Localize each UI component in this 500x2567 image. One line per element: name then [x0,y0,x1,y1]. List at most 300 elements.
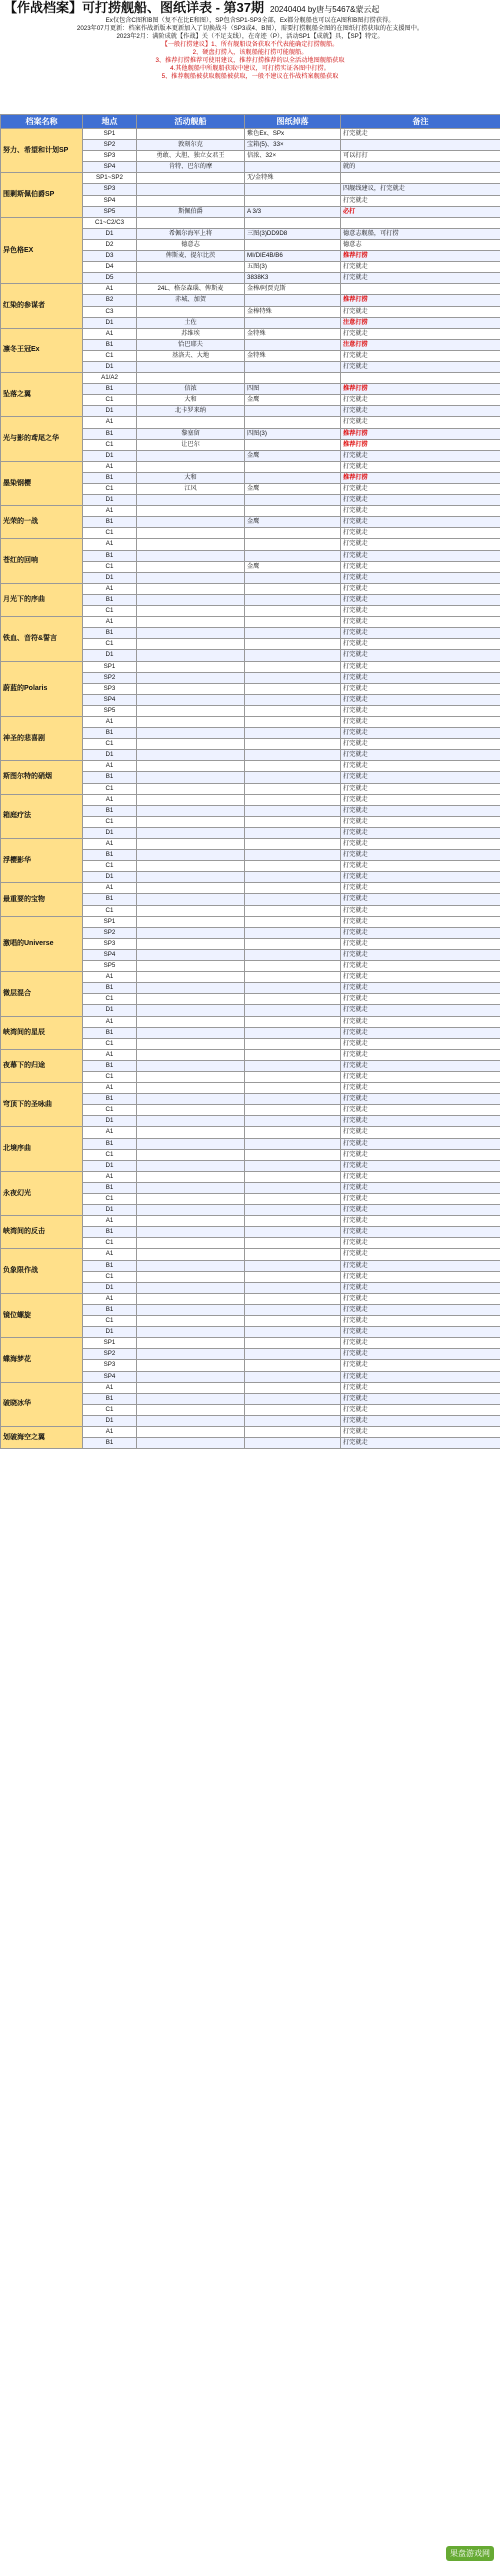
ship-cell [137,572,245,583]
remark-cell: 打完就走 [341,1182,500,1193]
location-cell: C1 [83,484,137,495]
blueprint-cell [245,827,341,838]
remark-cell: 打完就走 [341,694,500,705]
ship-cell [137,1293,245,1304]
archive-name: 光荣的一战 [1,506,83,539]
location-cell: C1~C2/C3 [83,217,137,228]
location-cell: B1 [83,894,137,905]
location-cell: B2 [83,295,137,306]
remark-cell: 打完就走 [341,1249,500,1260]
archive-name: 坠落之翼 [1,373,83,417]
ship-cell [137,705,245,716]
remark-cell: 打完就走 [341,1016,500,1027]
remark-cell: 打完就走 [341,1238,500,1249]
remark-cell: 推荐打捞 [341,251,500,262]
table-row [1,284,500,295]
blueprint-cell: 金棒/阿贾克斯 [245,284,341,295]
location-cell: A1 [83,1083,137,1094]
ship-cell [137,1260,245,1271]
location-cell: B1 [83,384,137,395]
table-row [1,794,500,805]
location-cell: A1 [83,794,137,805]
ship-cell [137,1083,245,1094]
archive-name: 激唱的Universe [1,916,83,971]
ship-cell [137,373,245,384]
remark-cell: 打完就走 [341,916,500,927]
blueprint-cell [245,461,341,472]
remark-cell [341,373,500,384]
location-cell: B1 [83,1304,137,1315]
blueprint-cell [245,1438,341,1449]
ship-cell [137,639,245,650]
watermark: 果盘游戏网 [446,2546,494,2561]
remark-cell: 打完就走 [341,750,500,761]
ship-cell: 恰巴耶夫 [137,339,245,350]
location-cell: B1 [83,628,137,639]
table-row [1,1049,500,1060]
ship-cell [137,794,245,805]
location-cell: A1 [83,972,137,983]
archive-name: 破晓冰华 [1,1382,83,1426]
ship-cell [137,173,245,184]
ship-cell [137,1149,245,1160]
location-cell: D1 [83,750,137,761]
remark-cell: 打完就走 [341,506,500,517]
archive-name: 浮樱影华 [1,839,83,883]
blueprint-cell [245,761,341,772]
location-cell: B1 [83,728,137,739]
remark-cell: 打完就走 [341,905,500,916]
ship-cell: 让巴尔 [137,439,245,450]
remark-cell: 打完就走 [341,728,500,739]
ship-cell [137,972,245,983]
location-cell: C1 [83,783,137,794]
ship-cell: 土佐 [137,317,245,328]
remark-cell: 打完就走 [341,1216,500,1227]
remark-cell: 打完就走 [341,1338,500,1349]
blueprint-cell [245,816,341,827]
blueprint-cell [245,850,341,861]
location-cell: C1 [83,1238,137,1249]
blueprint-cell [245,739,341,750]
blueprint-cell [245,1027,341,1038]
blueprint-cell [245,162,341,173]
ship-cell [137,750,245,761]
blueprint-cell: 紫色Ex、SPx [245,129,341,140]
location-cell: D2 [83,239,137,250]
remark-cell: 打完就走 [341,273,500,284]
ship-cell [137,816,245,827]
archive-name: 努力、希望和计划SP [1,129,83,173]
blueprint-cell [245,1426,341,1437]
note-line: Ex仅包含C图和B图（复不在比E和图），SP包含SP1-SP3全部，Ex都分舰船也可以在A图和B图打捞获得。 [105,17,395,24]
location-cell: B1 [83,550,137,561]
blueprint-cell [245,1238,341,1249]
blueprint-cell: 宝箱(5)、33× [245,140,341,151]
note-line: 【一般打捞建议】1、所有舰船设备获取不代表能确定打捞舰船。 [161,41,339,48]
remark-cell: 打完就走 [341,1426,500,1437]
remark-cell: 打完就走 [341,1293,500,1304]
location-cell: C1 [83,1038,137,1049]
location-cell: D3 [83,251,137,262]
remark-cell: 打完就走 [341,816,500,827]
location-cell: SP4 [83,195,137,206]
location-cell: C1 [83,639,137,650]
ship-cell: 大和 [137,395,245,406]
location-cell: SP4 [83,1371,137,1382]
ship-cell [137,783,245,794]
location-cell: D1 [83,872,137,883]
location-cell: SP3 [83,1360,137,1371]
remark-cell: 打完就走 [341,1027,500,1038]
location-cell: B1 [83,805,137,816]
location-cell: D1 [83,1116,137,1127]
location-cell: B1 [83,983,137,994]
remark-cell: 打完就走 [341,129,500,140]
blueprint-cell [245,1160,341,1171]
remark-cell: 打完就走 [341,517,500,528]
ship-cell [137,1316,245,1327]
remark-cell: 打完就走 [341,1083,500,1094]
ship-cell [137,894,245,905]
location-cell: A1 [83,506,137,517]
table-row [1,972,500,983]
table-row [1,1171,500,1182]
ship-cell [137,495,245,506]
blueprint-cell [245,184,341,195]
remark-cell: 打完就走 [341,961,500,972]
remark-cell: 打完就走 [341,606,500,617]
location-cell: A1 [83,1293,137,1304]
ship-cell [137,628,245,639]
location-cell: D1 [83,1327,137,1338]
remark-cell: 打完就走 [341,772,500,783]
blueprint-cell [245,1049,341,1060]
remark-cell: 就的 [341,162,500,173]
location-cell: C1 [83,861,137,872]
ship-cell [137,1216,245,1227]
location-cell: SP1 [83,129,137,140]
ship-cell [137,195,245,206]
location-cell: B1 [83,1182,137,1193]
ship-cell [137,1060,245,1071]
remark-cell: 打完就走 [341,1060,500,1071]
blueprint-cell [245,406,341,417]
location-cell: A1 [83,1382,137,1393]
ship-cell: 敦刻尔克 [137,140,245,151]
remark-cell: 打完就走 [341,1116,500,1127]
location-cell: A1 [83,539,137,550]
ship-cell [137,716,245,727]
archive-name: 永夜幻光 [1,1171,83,1215]
blueprint-cell [245,617,341,628]
location-cell: B1 [83,594,137,605]
table-row [1,1426,500,1437]
remark-cell: 打完就走 [341,683,500,694]
location-cell: D1 [83,1005,137,1016]
ship-cell: 苏维埃 [137,328,245,339]
blueprint-cell [245,716,341,727]
table-row [1,461,500,472]
table-row [1,1127,500,1138]
table-row [1,129,500,140]
ship-cell: 大和 [137,472,245,483]
ship-cell: 24L、格奈森瑙、俾斯麦 [137,284,245,295]
location-cell: A1 [83,1216,137,1227]
remark-cell: 四舰线建议，打完就走 [341,184,500,195]
ship-cell [137,772,245,783]
blueprint-cell [245,1016,341,1027]
remark-cell [341,284,500,295]
remark-cell: 可以打打 [341,151,500,162]
ship-cell [137,1238,245,1249]
update-date: 20240404 by唐与5467&蒙云起 [270,5,380,14]
location-cell: SP3 [83,683,137,694]
location-cell: D1 [83,228,137,239]
table-row [1,1216,500,1227]
location-cell: A1 [83,716,137,727]
remark-cell: 打完就走 [341,1149,500,1160]
remark-cell: 打完就走 [341,850,500,861]
remark-cell: 打完就走 [341,938,500,949]
archive-name: 凛冬王冠Ex [1,328,83,372]
location-cell: SP1 [83,1338,137,1349]
ship-cell [137,872,245,883]
location-cell: C1 [83,1071,137,1082]
ship-cell [137,1227,245,1238]
ship-cell [137,1071,245,1082]
location-cell: A1 [83,583,137,594]
remark-cell: 打完就走 [341,794,500,805]
remark-cell: 打完就走 [341,1227,500,1238]
location-cell: D4 [83,262,137,273]
blueprint-cell [245,528,341,539]
archive-name: 蝶海梦花 [1,1338,83,1382]
remark-cell: 打完就走 [341,550,500,561]
blueprint-cell [245,661,341,672]
blueprint-cell: 信浓、32× [245,151,341,162]
table-row [1,506,500,517]
ship-cell [137,1393,245,1404]
location-cell: A1 [83,761,137,772]
location-cell: D1 [83,495,137,506]
location-cell: SP2 [83,140,137,151]
ship-cell [137,861,245,872]
blueprint-cell [245,1105,341,1116]
blueprint-cell [245,217,341,228]
column-header: 备注 [341,115,500,129]
ship-cell [137,1349,245,1360]
table-row [1,1382,500,1393]
remark-cell: 德意志舰船，可打捞 [341,228,500,239]
location-cell: A1 [83,1249,137,1260]
ship-cell [137,1027,245,1038]
remark-cell: 打完就走 [341,1415,500,1426]
location-cell: SP5 [83,206,137,217]
ship-cell: 斯佩伯爵 [137,206,245,217]
blueprint-cell [245,705,341,716]
remark-cell: 打完就走 [341,872,500,883]
blueprint-cell: 金特殊 [245,328,341,339]
location-cell: SP5 [83,705,137,716]
remark-cell: 打完就走 [341,1404,500,1415]
blueprint-cell [245,949,341,960]
remark-cell: 打完就走 [341,628,500,639]
ship-cell [137,361,245,372]
location-cell: C1 [83,439,137,450]
ship-cell [137,583,245,594]
remark-cell: 打完就走 [341,1393,500,1404]
remark-cell: 推荐打捞 [341,439,500,450]
blueprint-cell [245,916,341,927]
remark-cell: 打完就走 [341,461,500,472]
blueprint-cell [245,1182,341,1193]
archive-name: 神圣的悲喜剧 [1,716,83,760]
ship-cell: 信浓 [137,384,245,395]
blueprint-cell: 三图(3)DD9D8 [245,228,341,239]
archive-name: 微层混合 [1,972,83,1016]
remark-cell: 德意志 [341,239,500,250]
remark-cell: 打完就走 [341,739,500,750]
location-cell: C1 [83,1149,137,1160]
ship-cell [137,1194,245,1205]
blueprint-cell [245,550,341,561]
remark-cell: 打完就走 [341,994,500,1005]
blueprint-cell [245,1316,341,1327]
ship-cell [137,983,245,994]
ship-cell [137,1371,245,1382]
ship-cell [137,827,245,838]
archive-name: 光与影的鸢尾之华 [1,417,83,461]
remark-cell: 打完就走 [341,572,500,583]
table-header [1,115,500,129]
note-line: 2、硬盘打捞入，该舰船能打捞可能舰船。 [192,49,308,56]
blueprint-cell [245,794,341,805]
remark-cell: 必打 [341,206,500,217]
table-row [1,173,500,184]
location-cell: B1 [83,428,137,439]
location-cell: D1 [83,1160,137,1171]
notes-block [0,16,500,114]
table-row [1,1293,500,1304]
location-cell: C3 [83,306,137,317]
ship-cell [137,528,245,539]
ship-cell [137,184,245,195]
ship-cell [137,1426,245,1437]
ship-cell: 黎塞留 [137,428,245,439]
ship-cell [137,1271,245,1282]
blueprint-cell [245,772,341,783]
table-row [1,1249,500,1260]
ship-cell [137,517,245,528]
remark-cell: 打完就走 [341,861,500,872]
blueprint-cell [245,839,341,850]
location-cell: SP1 [83,916,137,927]
blueprint-cell [245,1194,341,1205]
blueprint-cell [245,539,341,550]
ship-cell [137,1138,245,1149]
blueprint-cell [245,639,341,650]
location-cell: SP1~SP2 [83,173,137,184]
location-cell: B1 [83,1227,137,1238]
remark-cell: 打完就走 [341,805,500,816]
note-line: 2023年2月：满阶成就【作战】关（不足支线），在奇迹（P），活动SP1【成就】具，【SP】特定。 [116,33,384,40]
blueprint-cell: 金鹰 [245,517,341,528]
blueprint-cell [245,239,341,250]
location-cell: B1 [83,1438,137,1449]
blueprint-cell [245,1171,341,1182]
location-cell: A1 [83,284,137,295]
location-cell: SP2 [83,1349,137,1360]
remark-cell [341,217,500,228]
location-cell: C1 [83,905,137,916]
ship-cell [137,1327,245,1338]
ship-cell: 基洛夫、大地 [137,350,245,361]
archive-name: 月光下的序曲 [1,583,83,616]
blueprint-cell [245,1116,341,1127]
blueprint-cell [245,1138,341,1149]
remark-cell: 打完就走 [341,1360,500,1371]
location-cell: D1 [83,406,137,417]
archive-name: 夜幕下的归途 [1,1049,83,1082]
ship-cell [137,694,245,705]
ship-cell: 德意志 [137,239,245,250]
blueprint-cell [245,1127,341,1138]
remark-cell: 打完就走 [341,839,500,850]
remark-cell: 打完就走 [341,894,500,905]
blueprint-cell [245,1304,341,1315]
remark-cell: 打完就走 [341,583,500,594]
blueprint-cell [245,317,341,328]
blueprint-cell [245,1260,341,1271]
location-cell: D1 [83,1282,137,1293]
blueprint-cell [245,1271,341,1282]
location-cell: D1 [83,1415,137,1426]
blueprint-cell [245,1094,341,1105]
ship-cell [137,1382,245,1393]
blueprint-cell [245,1415,341,1426]
note-line: 4.其他舰船中所舰船获取中建议，可打捞实证各图中打捞。 [170,65,330,72]
ship-cell [137,1127,245,1138]
location-cell: A1 [83,1016,137,1027]
location-cell: D1 [83,361,137,372]
blueprint-cell [245,728,341,739]
ship-cell: 俾斯麦、提尔比茨 [137,251,245,262]
blueprint-cell [245,805,341,816]
location-cell: B1 [83,850,137,861]
ship-cell [137,1249,245,1260]
location-cell: SP3 [83,938,137,949]
blueprint-cell [245,861,341,872]
column-header: 档案名称 [1,115,83,129]
ship-cell: 北卡罗来纳 [137,406,245,417]
blueprint-cell [245,994,341,1005]
remark-cell: 打完就走 [341,1105,500,1116]
ship-cell [137,850,245,861]
ship-cell [137,506,245,517]
blueprint-cell [245,1360,341,1371]
archive-name: 镜位螺旋 [1,1293,83,1337]
location-cell: A1 [83,839,137,850]
blueprint-cell: 四图 [245,384,341,395]
table-row [1,1083,500,1094]
location-cell: B1 [83,472,137,483]
blueprint-cell [245,750,341,761]
blueprint-cell: 金鹰 [245,561,341,572]
blueprint-cell [245,583,341,594]
remark-cell: 推荐打捞 [341,295,500,306]
location-cell: C1 [83,1404,137,1415]
